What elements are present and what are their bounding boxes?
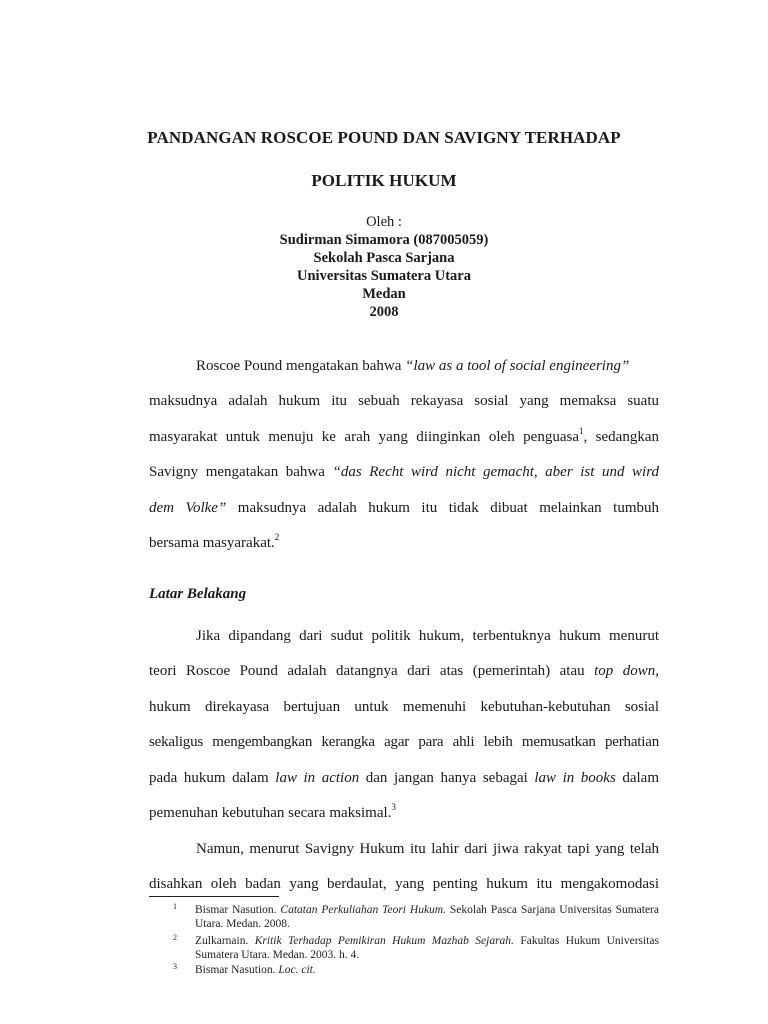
byline-author: Sudirman Simamora (087005059) — [279, 232, 489, 248]
paragraph-1-line-1: Roscoe Pound mengatakan bahwa “law as a tool of social engineering” — [196, 358, 630, 374]
paragraph-1-line-6: bersama masyarakat.$^2$ — [149, 532, 280, 551]
paragraph-2-line-6: pemenuhan kebutuhan secara maksimal.$^3$ — [149, 802, 396, 821]
paragraph-1-line-4: Savigny mengatakan bahwa “das Recht wird nicht gemacht, aber ist und wird — [149, 464, 660, 480]
footnote-number: 1 — [173, 902, 177, 911]
paragraph-1-line-2: maksudnya adalah hukum itu sebuah rekayasa sosial yang memaksa suatu — [149, 393, 659, 409]
paragraph-2-line-3: hukum direkayasa bertujuan untuk memenuhi kebutuhan-kebutuhan sosial — [149, 699, 659, 715]
byline-year: 2008 — [369, 304, 399, 320]
footnote-1: 1 Bismar Nasution. Catatan Perkuliahan Teori Hukum. Sekolah Pasca Sarjana Universitas Sumatera Utara. Medan. 2008. — [173, 902, 659, 930]
footnote-separator — [149, 896, 279, 897]
byline-city: Medan — [362, 286, 406, 302]
byline-university: Universitas Sumatera Utara — [297, 268, 471, 284]
byline — [0, 213, 768, 321]
paragraph-1-line-5: dem Volke” maksudnya adalah hukum itu tidak dibuat melainkan tumbuh — [149, 500, 659, 516]
footnote-ref-3: 3 — [391, 802, 396, 812]
footnote-ref-2: 2 — [274, 532, 280, 542]
byline-school: Sekolah Pasca Sarjana — [313, 250, 455, 266]
paragraph-2-line-4: sekaligus mengembangkan kerangka agar para ahli lebih memusatkan perhatian — [149, 734, 659, 750]
paragraph-3-line-2: disahkan oleh badan yang berdaulat, yang penting hukum itu mengakomodasi — [149, 876, 659, 892]
paragraph-3-line-1: Namun, menurut Savigny Hukum itu lahir dari jiwa rakyat tapi yang telah — [196, 841, 659, 857]
footnote-number: 2 — [173, 933, 177, 942]
title-line-1: PANDANGAN ROSCOE POUND DAN SAVIGNY TERHADAP — [147, 128, 621, 147]
byline-oleh: Oleh : — [366, 214, 402, 230]
paragraph-2-line-2: teori Roscoe Pound adalah datangnya dari atas (pemerintah) atau top down, — [149, 663, 659, 679]
footnote-number: 3 — [173, 962, 177, 971]
paragraph-1-line-3: masyarakat untuk menuju ke arah yang diinginkan oleh penguasa$^1$, sedangkan — [149, 426, 659, 445]
title-line-2: POLITIK HUKUM — [311, 171, 457, 190]
paragraph-2-line-5: pada hukum dalam law in action dan jangan hanya sebagai law in books dalam — [149, 770, 660, 786]
footnote-3: 3 Bismar Nasution. Loc. cit. — [173, 962, 316, 976]
paragraph-2-line-1: Jika dipandang dari sudut politik hukum, terbentuknya hukum menurut — [196, 628, 659, 644]
footnote-2: 2 Zulkarnain. Kritik Terhadap Pemikiran Hukum Mazhab Sejarah. Fakultas Hukum Universitas Sumatera Utara. Medan. 2003. h. 4. — [173, 933, 659, 961]
section-heading: Latar Belakang — [149, 586, 247, 602]
footnote-ref-1: 1 — [578, 426, 584, 436]
